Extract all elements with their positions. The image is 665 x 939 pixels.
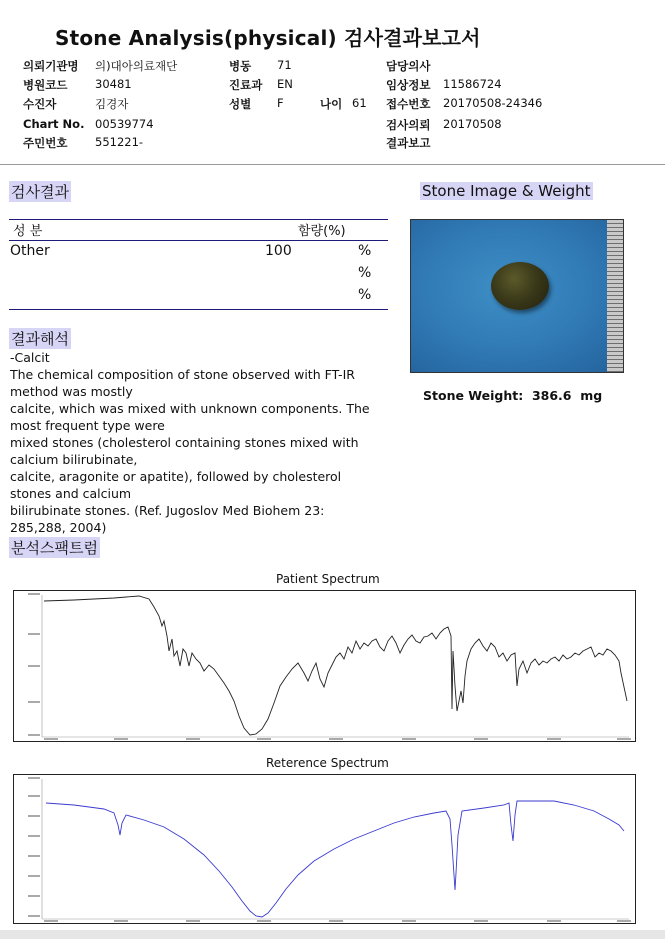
header-label: 검사의뢰 bbox=[386, 118, 431, 132]
results-col-content: 함량(%) bbox=[298, 224, 346, 239]
header-label: 결과보고 bbox=[386, 136, 431, 150]
stone-weight-label: Stone Weight: bbox=[423, 388, 524, 403]
stone-photo bbox=[410, 219, 624, 373]
stone-weight bbox=[423, 388, 602, 403]
header-value: 20170508-24346 bbox=[443, 96, 543, 110]
header-value: 61 bbox=[352, 96, 367, 110]
patient-spectrum-title: Patient Spectrum bbox=[276, 572, 380, 586]
result-content-unit: % bbox=[358, 265, 372, 281]
header-label: 수진자 bbox=[23, 97, 57, 111]
results-col-component: 성 분 bbox=[13, 224, 43, 239]
ruler-scale bbox=[607, 220, 623, 372]
results-table-header-line bbox=[9, 240, 388, 241]
reference-spectrum-plot bbox=[14, 775, 635, 923]
header-label: Chart No. bbox=[23, 117, 85, 131]
header-label: 나이 bbox=[320, 97, 343, 111]
interpretation-line: stones and calcium bbox=[10, 486, 132, 501]
header-value: 김경자 bbox=[95, 97, 129, 111]
header-label: 성별 bbox=[229, 97, 252, 111]
header-value: 20170508 bbox=[443, 117, 502, 131]
header-label: 진료과 bbox=[229, 78, 263, 92]
header-label: 의뢰기관명 bbox=[23, 59, 79, 73]
reference-spectrum-title: Reterence Spectrum bbox=[266, 756, 389, 770]
results-section-title: 검사결과 bbox=[11, 183, 69, 201]
header-label: 임상정보 bbox=[386, 78, 431, 92]
header-value: F bbox=[277, 96, 284, 110]
stone-weight-value: 386.6 bbox=[531, 388, 572, 403]
interpretation-line: 285,288, 2004) bbox=[10, 520, 107, 535]
header-value: 의)대아의료재단 bbox=[95, 59, 178, 73]
header-value: 30481 bbox=[95, 77, 132, 91]
interpretation-line: method was mostly bbox=[10, 384, 133, 399]
patient-spectrum-chart bbox=[13, 590, 636, 742]
stone-weight-unit: mg bbox=[580, 388, 603, 403]
stone-image-section-title: Stone Image & Weight bbox=[422, 182, 591, 200]
header-value: 71 bbox=[277, 58, 292, 72]
interpretation-line: calcium bilirubinate, bbox=[10, 452, 138, 467]
interpretation-text bbox=[10, 350, 390, 536]
result-component-name: Other bbox=[10, 243, 50, 259]
header-label: 병원코드 bbox=[23, 78, 68, 92]
reference-spectrum-chart bbox=[13, 774, 636, 924]
stone-specimen bbox=[491, 262, 549, 310]
page-bottom-bar bbox=[0, 930, 665, 939]
header-value: 00539774 bbox=[95, 117, 154, 131]
header-label: 접수번호 bbox=[386, 97, 431, 111]
header-label: 병동 bbox=[229, 59, 252, 73]
header-divider bbox=[0, 164, 665, 165]
spectrum-section-title: 분석스팩트럼 bbox=[11, 539, 98, 557]
result-content-unit: % bbox=[358, 287, 372, 303]
interpretation-line: -Calcit bbox=[10, 350, 50, 365]
interpretation-line: most frequent type were bbox=[10, 418, 165, 433]
interpretation-line: calcite, aragonite or apatite), followed by cholesterol bbox=[10, 469, 342, 484]
header-label: 담당의사 bbox=[386, 59, 431, 73]
header-label: 주민번호 bbox=[23, 136, 68, 150]
result-content-value: 100 bbox=[265, 243, 292, 259]
results-table-bottom-line bbox=[9, 309, 388, 310]
header-value: 551221- bbox=[95, 135, 144, 149]
interpretation-line: The chemical composition of stone observed with FT-IR bbox=[10, 367, 355, 382]
result-content-unit: % bbox=[358, 243, 372, 259]
patient-spectrum-plot bbox=[14, 591, 635, 741]
interpretation-section-title: 결과해석 bbox=[11, 330, 69, 348]
interpretation-line: mixed stones (cholesterol containing stones mixed with bbox=[10, 435, 359, 450]
interpretation-line: calcite, which was mixed with unknown components. The bbox=[10, 401, 370, 416]
header-value: EN bbox=[277, 77, 293, 91]
reference-spectrum-line bbox=[46, 801, 624, 917]
patient-spectrum-line bbox=[44, 596, 627, 735]
header-value: 11586724 bbox=[443, 77, 502, 91]
report-title: Stone Analysis(physical) 검사결과보고서 bbox=[55, 26, 481, 50]
interpretation-line: bilirubinate stones. (Ref. Jugoslov Med Biohem 23: bbox=[10, 503, 325, 518]
